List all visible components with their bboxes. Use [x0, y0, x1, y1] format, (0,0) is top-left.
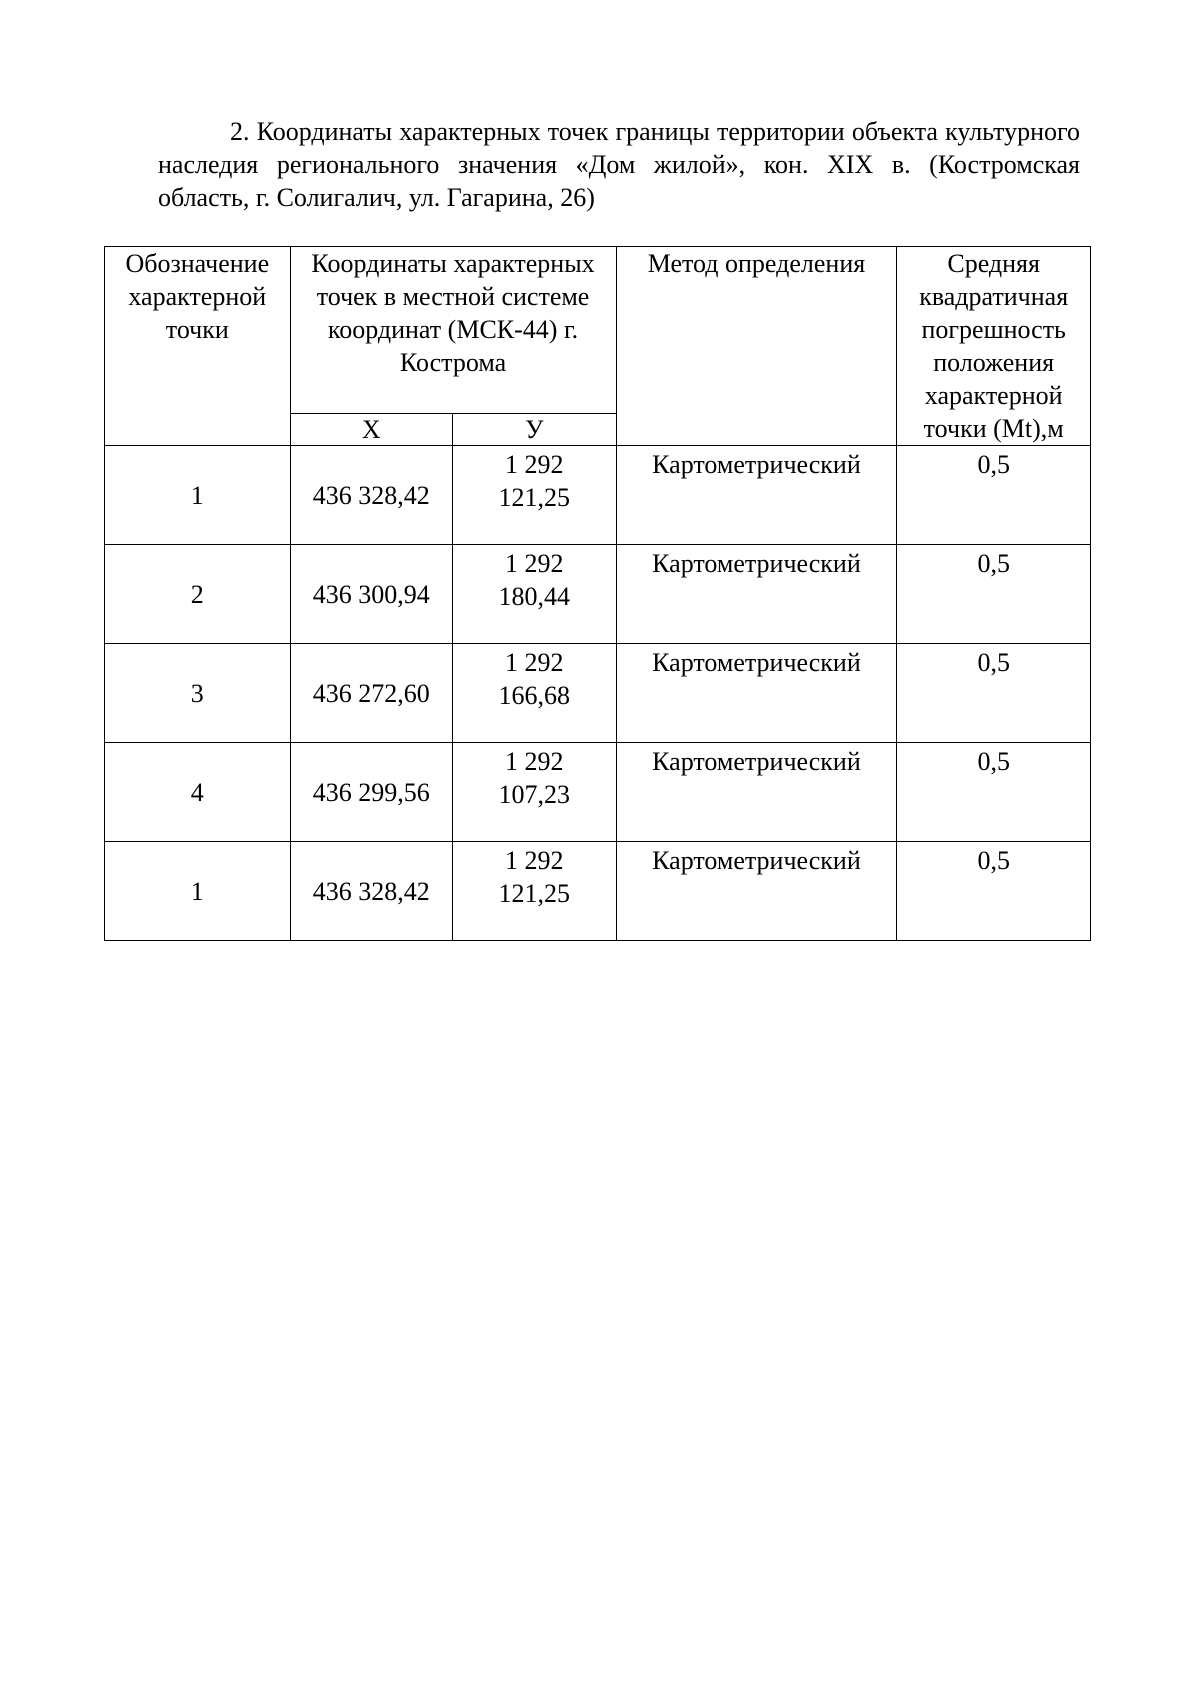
cell-y-part1: 1 292	[505, 648, 564, 677]
cell-y-part2: 180,44	[498, 582, 571, 611]
table-row	[105, 842, 1091, 941]
table-row	[105, 743, 1091, 842]
header-coordinates: Координаты характерных точек в местной системе координат (МСК-44) г. Кострома	[290, 247, 616, 414]
cell-y-part1: 1 292	[505, 747, 564, 776]
cell-point: 2	[105, 545, 291, 644]
cell-y-part2: 166,68	[498, 681, 571, 710]
header-x: Х	[290, 413, 452, 445]
coordinates-table	[104, 246, 1091, 941]
table-row	[105, 446, 1091, 545]
table-row	[105, 545, 1091, 644]
cell-accuracy: 0,5	[897, 743, 1091, 842]
table-row	[105, 644, 1091, 743]
cell-method: Картометрический	[616, 545, 897, 644]
cell-y	[453, 545, 616, 644]
cell-y	[453, 446, 616, 545]
table-header-row	[105, 247, 1091, 414]
cell-y-part2: 121,25	[498, 879, 571, 908]
cell-method: Картометрический	[616, 644, 897, 743]
cell-method: Картометрический	[616, 446, 897, 545]
cell-y-part1: 1 292	[505, 549, 564, 578]
cell-x: 436 272,60	[290, 644, 452, 743]
cell-y-part2: 121,25	[498, 483, 571, 512]
cell-y	[453, 842, 616, 941]
cell-y-part1: 1 292	[505, 450, 564, 479]
cell-accuracy: 0,5	[897, 446, 1091, 545]
cell-y	[453, 644, 616, 743]
header-method: Метод определения	[616, 247, 897, 446]
cell-accuracy: 0,5	[897, 644, 1091, 743]
cell-point: 1	[105, 446, 291, 545]
header-point-designation: Обозначение характерной точки	[105, 247, 291, 446]
cell-x: 436 328,42	[290, 446, 452, 545]
cell-accuracy: 0,5	[897, 545, 1091, 644]
cell-x: 436 300,94	[290, 545, 452, 644]
cell-y-part1: 1 292	[505, 846, 564, 875]
cell-point: 4	[105, 743, 291, 842]
cell-y-part2: 107,23	[498, 780, 571, 809]
cell-method: Картометрический	[616, 842, 897, 941]
header-y: У	[453, 413, 616, 445]
cell-y	[453, 743, 616, 842]
header-accuracy: Средняя квадратичная погрешность положения характерной точки (Mt),м	[897, 247, 1091, 446]
cell-x: 436 299,56	[290, 743, 452, 842]
cell-x: 436 328,42	[290, 842, 452, 941]
cell-accuracy: 0,5	[897, 842, 1091, 941]
document-heading: 2. Координаты характерных точек границы территории объекта культурного наследия регионального значения «Дом жилой», кон. XIX в. (Костромская область, г. Солигалич, ул. Гагарина, 26)	[158, 117, 1080, 212]
cell-method: Картометрический	[616, 743, 897, 842]
cell-point: 1	[105, 842, 291, 941]
cell-point: 3	[105, 644, 291, 743]
